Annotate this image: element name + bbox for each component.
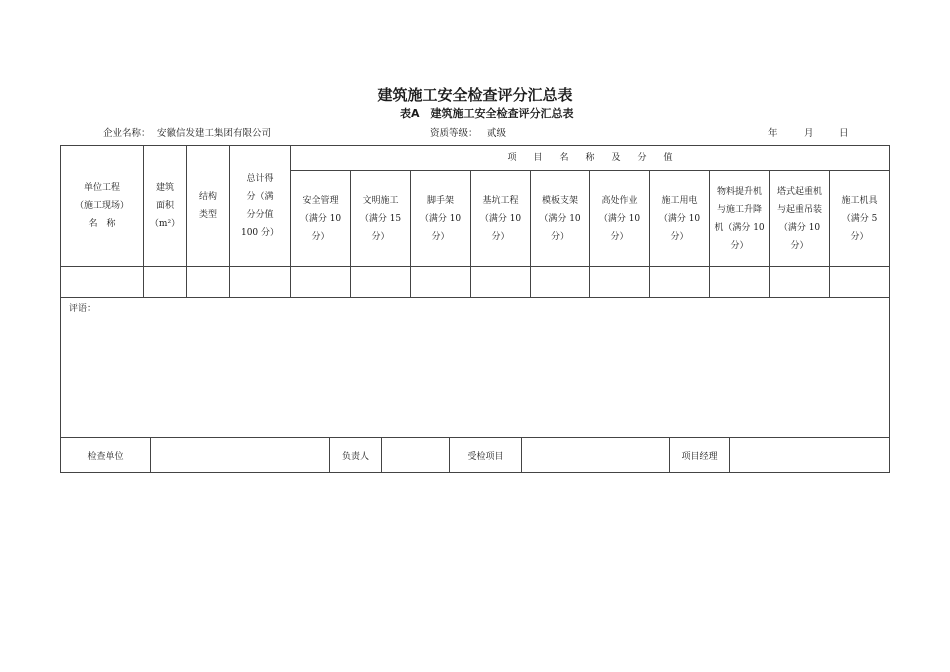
cell-material-hoist[interactable] <box>710 267 770 298</box>
inspection-unit-label: 检查单位 <box>61 438 151 473</box>
project-manager-field[interactable] <box>730 438 890 473</box>
qualification-value: 贰级 <box>487 128 507 139</box>
item-header-formwork-support: 模板支架 （满分 10 分） <box>531 171 590 267</box>
cell-foundation-pit[interactable] <box>471 267 531 298</box>
table-row <box>61 267 890 298</box>
inspection-unit-field[interactable] <box>151 438 330 473</box>
cell-unit-name[interactable] <box>61 267 144 298</box>
document-subtitle: 表A 建筑施工安全检查评分汇总表 <box>400 107 574 120</box>
item-header-foundation-pit: 基坑工程 （满分 10 分） <box>471 171 531 267</box>
score-summary-table <box>60 145 890 438</box>
person-in-charge-field[interactable] <box>382 438 450 473</box>
item-header-scaffolding: 脚手架 （满分 10 分） <box>411 171 471 267</box>
cell-work-at-height[interactable] <box>590 267 650 298</box>
remarks-cell[interactable] <box>61 298 890 438</box>
cell-construction-electricity[interactable] <box>650 267 710 298</box>
signature-table <box>60 437 890 473</box>
cell-building-area[interactable] <box>144 267 187 298</box>
item-header-safety-management: 安全管理 （满分 10 分） <box>291 171 351 267</box>
date-year: 年 <box>768 128 778 139</box>
item-header-construction-electricity: 施工用电 （满分 10 分） <box>650 171 710 267</box>
cell-civilized-construction[interactable] <box>351 267 411 298</box>
date-day: 日 <box>839 128 849 139</box>
item-header-construction-machinery: 施工机具 （满分 5 分） <box>830 171 890 267</box>
total-score-header: 总计得 分（满 分分值 100 分） <box>230 146 291 267</box>
cell-total-score[interactable] <box>230 267 291 298</box>
item-header-material-hoist: 物料提升机 与施工升降 机（满分 10 分） <box>710 171 770 267</box>
cell-construction-machinery[interactable] <box>830 267 890 298</box>
remarks-label: 评语： <box>69 304 97 314</box>
inspected-project-label: 受检项目 <box>450 438 522 473</box>
qualification-label: 资质等级： <box>430 128 478 139</box>
structure-type-header: 结构 类型 <box>187 146 230 267</box>
company-name: 安徽信发建工集团有限公司 <box>157 128 272 139</box>
item-header-work-at-height: 高处作业 （满分 10 分） <box>590 171 650 267</box>
item-header-civilized-construction: 文明施工 （满分 15 分） <box>351 171 411 267</box>
project-manager-label: 项目经理 <box>670 438 730 473</box>
person-in-charge-label: 负责人 <box>330 438 382 473</box>
cell-scaffolding[interactable] <box>411 267 471 298</box>
inspected-project-field[interactable] <box>522 438 670 473</box>
company-label: 企业名称： <box>103 128 151 139</box>
cell-safety-management[interactable] <box>291 267 351 298</box>
building-area-header: 建筑 面积 （m²） <box>144 146 187 267</box>
item-header-tower-crane: 塔式起重机 与起重吊装 （满分 10 分） <box>770 171 830 267</box>
items-group-header: 项目名称及分值 <box>291 146 890 171</box>
cell-formwork-support[interactable] <box>531 267 590 298</box>
cell-tower-crane[interactable] <box>770 267 830 298</box>
unit-name-header: 单位工程 （施工现场） 名 称 <box>61 146 144 267</box>
cell-structure-type[interactable] <box>187 267 230 298</box>
date-month: 月 <box>804 128 814 139</box>
document-title: 建筑施工安全检查评分汇总表 <box>377 86 573 104</box>
